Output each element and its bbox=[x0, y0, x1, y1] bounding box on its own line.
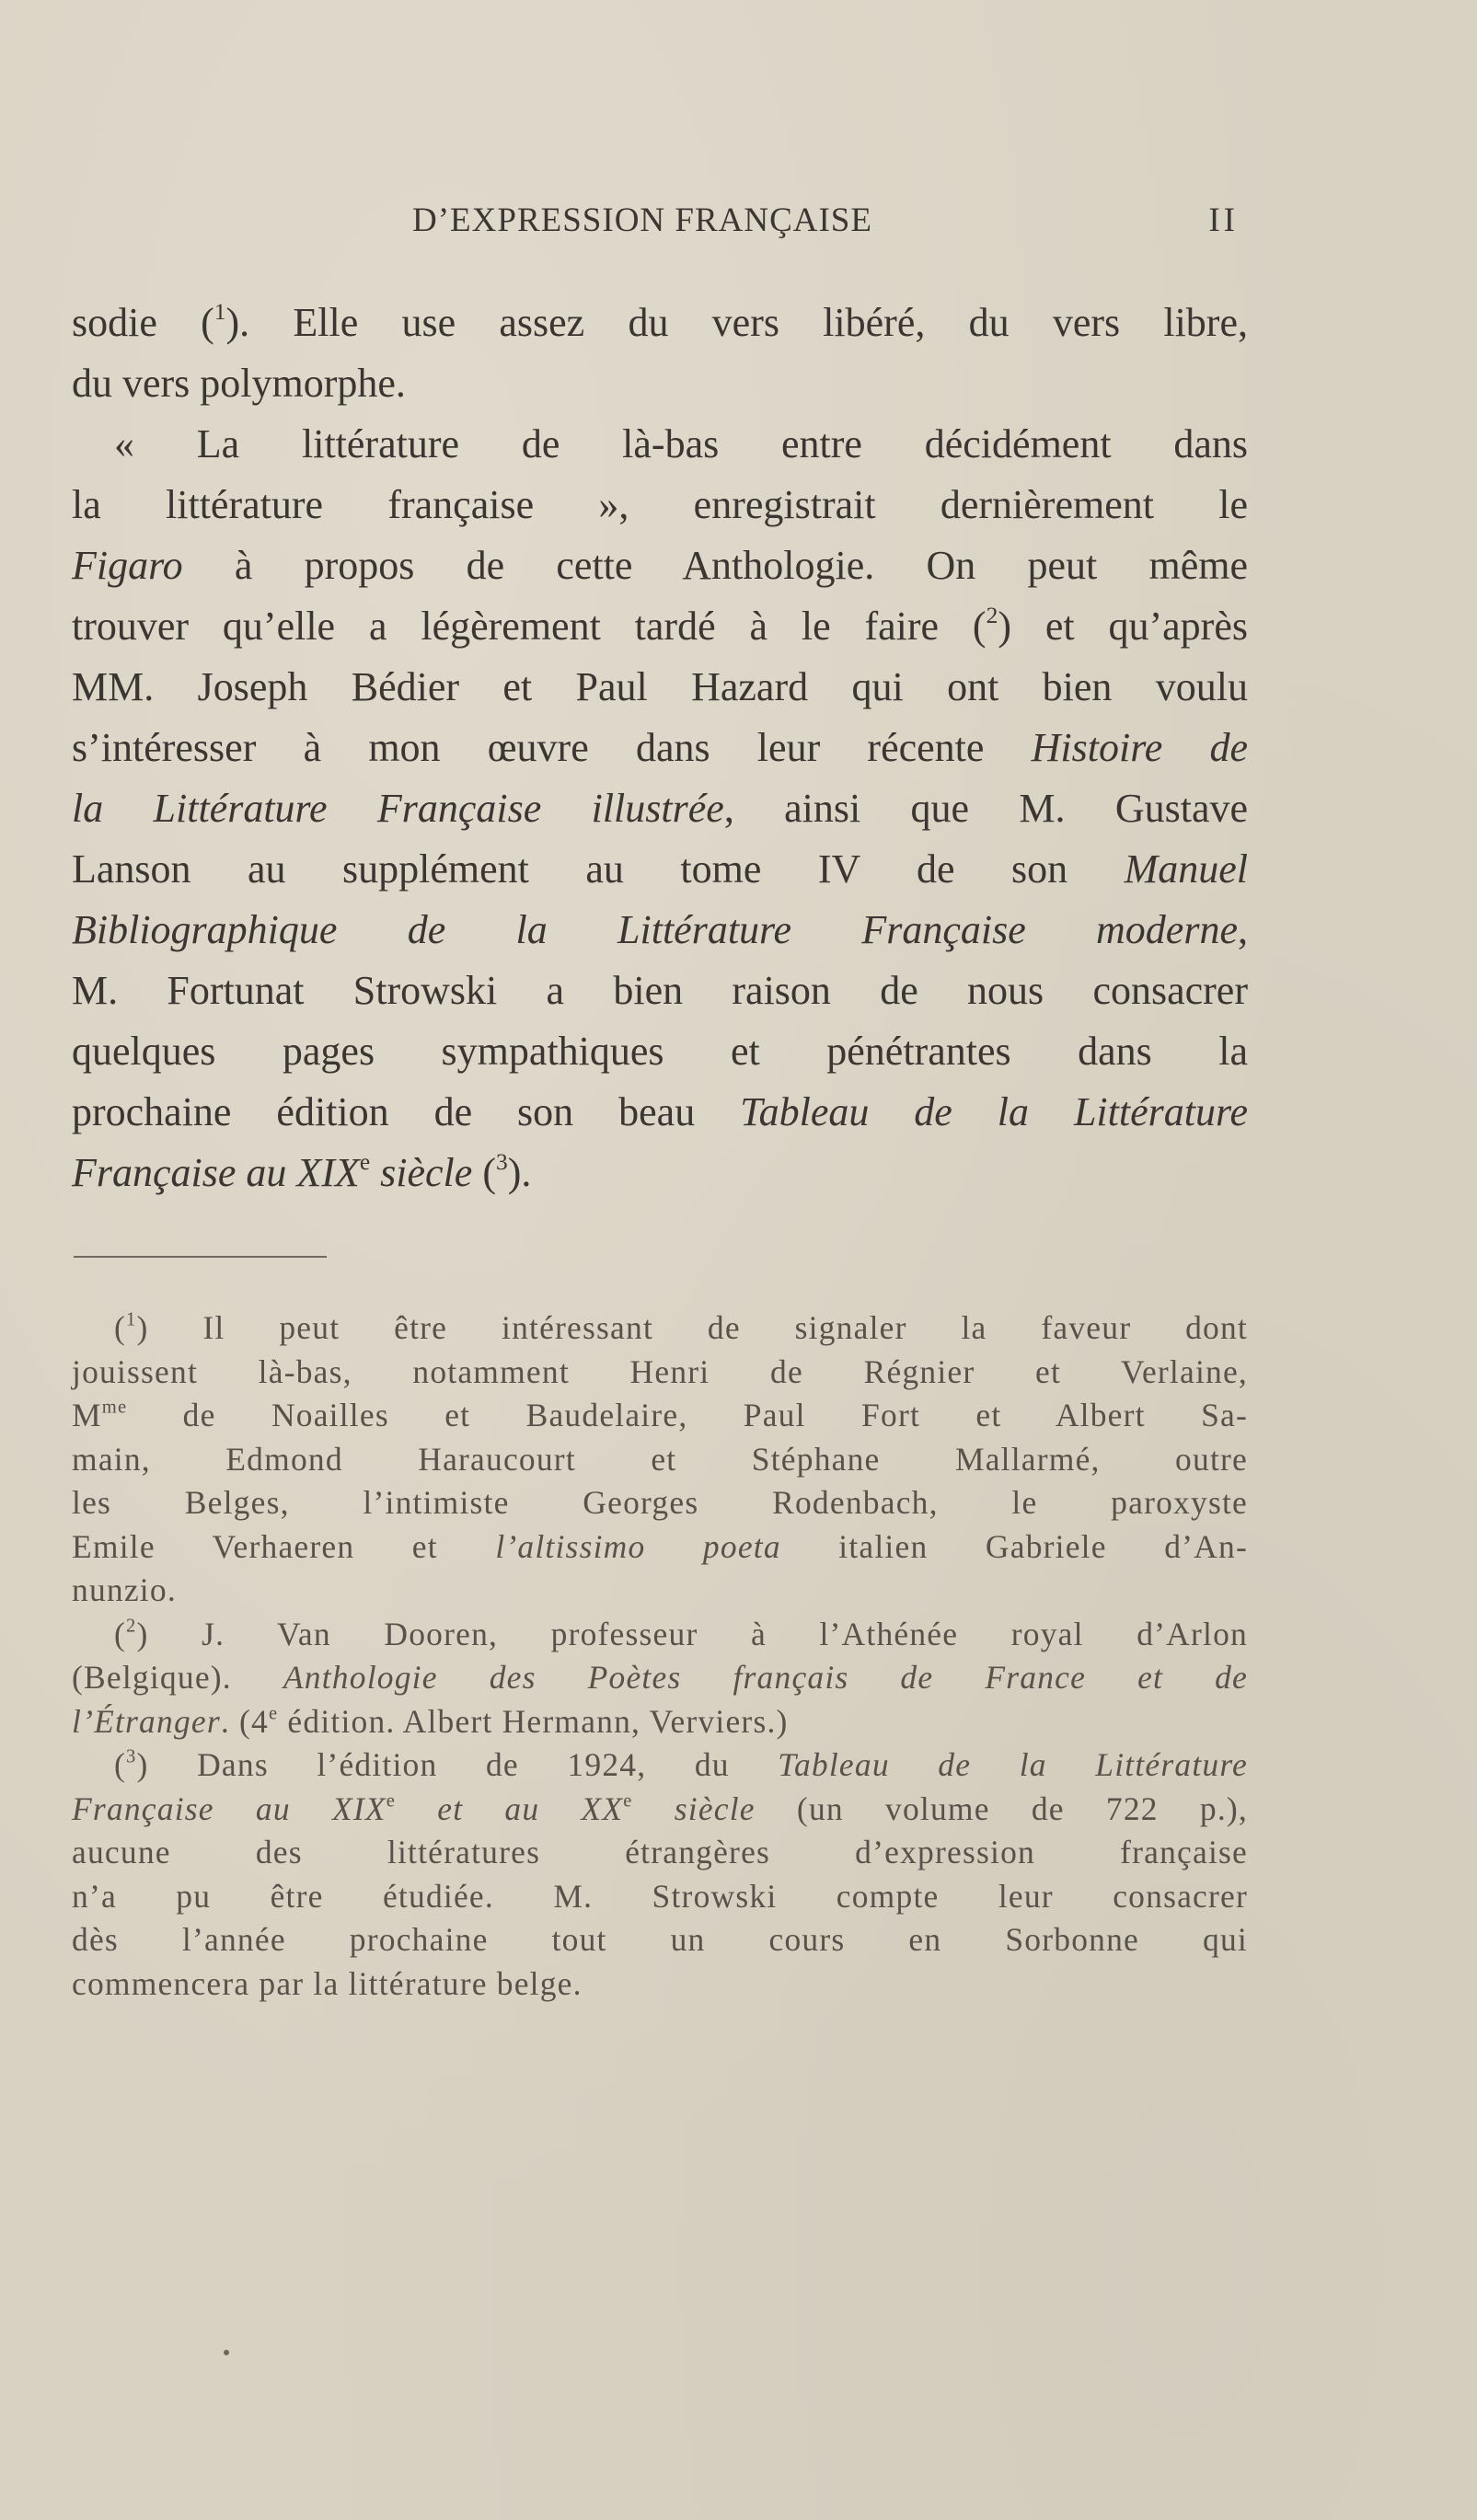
footnote-line: l’Étranger. (4e édition. Albert Hermann, Verviers.) bbox=[72, 1702, 789, 1740]
text-line: MM. Joseph Bédier et Paul Hazard qui ont bien voulu bbox=[72, 664, 1248, 709]
footnote-ref: 2 bbox=[986, 602, 998, 629]
text-line: s’intéresser à mon œuvre dans leur récente Histoire de bbox=[72, 725, 1248, 770]
footnote-separator bbox=[74, 1256, 327, 1258]
header-title: D’EXPRESSION FRANÇAISE bbox=[412, 201, 872, 239]
text-line: la littérature française », enregistrait dernièrement le bbox=[72, 482, 1248, 527]
footnote-line: commencera par la littérature belge. bbox=[72, 1964, 583, 2002]
footnote-1: ($^1$) Il peut être intéressant de signaler la faveur dont bbox=[114, 1309, 1248, 1346]
text-line: du vers polymorphe. bbox=[72, 361, 406, 406]
text-line: sodie ($^1$). Elle use assez du vers libéré, du vers libre, bbox=[72, 298, 1248, 345]
text-line: Française au XIXe siècle ($^3$). bbox=[72, 1148, 532, 1195]
text-line: prochaine édition de son beau Tableau de la Littérature bbox=[72, 1089, 1248, 1134]
footnote-2: ($^2$) J. Van Dooren, professeur à l’Athénée royal d’Arlon bbox=[114, 1615, 1248, 1652]
text-line: la Littérature Française illustrée, ainsi que M. Gustave bbox=[72, 786, 1248, 831]
text-line: M. Fortunat Strowski a bien raison de nous consacrer bbox=[72, 968, 1248, 1013]
footnote-ref: 3 bbox=[495, 1148, 508, 1176]
footnote-line: $M^{me}$ de Noailles et Baudelaire, Paul Fort et Albert Sa- bbox=[72, 1397, 1248, 1433]
footnote-line: Française au XIXe et au XXe siècle (un volume de 722 p.), bbox=[72, 1789, 1249, 1827]
footnote-3: ($^3$) Dans l’édition de 1924, du Tableau de la Littérature bbox=[114, 1746, 1249, 1783]
footnote-line: les Belges, l’intimiste Georges Rodenbach, le paroxyste bbox=[72, 1484, 1248, 1521]
footnote-line: jouissent là-bas, notamment Henri de Régnier et Verlaine, bbox=[72, 1352, 1248, 1390]
text-line: « La littérature de là-bas entre décidément dans bbox=[114, 421, 1248, 466]
footnote-line: Emile Verhaeren et l’altissimo poeta italien Gabriele d’An- bbox=[72, 1527, 1248, 1565]
text-line: Bibliographique de la Littérature Française moderne, bbox=[72, 907, 1248, 952]
footnote-line: main, Edmond Haraucourt et Stéphane Mallarmé, outre bbox=[72, 1440, 1248, 1478]
footnote-ref: 1 bbox=[213, 298, 226, 326]
footnote-line: n’a pu être étudiée. M. Strowski compte leur consacrer bbox=[72, 1877, 1248, 1915]
running-header bbox=[72, 201, 1248, 247]
ink-speck bbox=[224, 2350, 229, 2355]
footnotes bbox=[72, 1306, 1248, 2006]
text-line: Figaro à propos de cette Anthologie. On peut même bbox=[72, 543, 1248, 588]
text-line: trouver qu’elle a légèrement tardé à le faire ($^2$) et qu’après bbox=[72, 602, 1248, 649]
main-text bbox=[72, 293, 1248, 1203]
page-number: II bbox=[1208, 201, 1239, 239]
footnote-line: aucune des littératures étrangères d’expression française bbox=[72, 1834, 1248, 1870]
footnote-line: (Belgique). Anthologie des Poètes français de France et de bbox=[72, 1659, 1249, 1696]
footnote-line: dès l’année prochaine tout un cours en Sorbonne qui bbox=[72, 1921, 1248, 1958]
text-line: Lanson au supplément au tome IV de son Manuel bbox=[72, 846, 1248, 892]
text-line: quelques pages sympathiques et pénétrantes dans la bbox=[72, 1029, 1248, 1074]
footnote-line: nunzio. bbox=[72, 1571, 177, 1608]
